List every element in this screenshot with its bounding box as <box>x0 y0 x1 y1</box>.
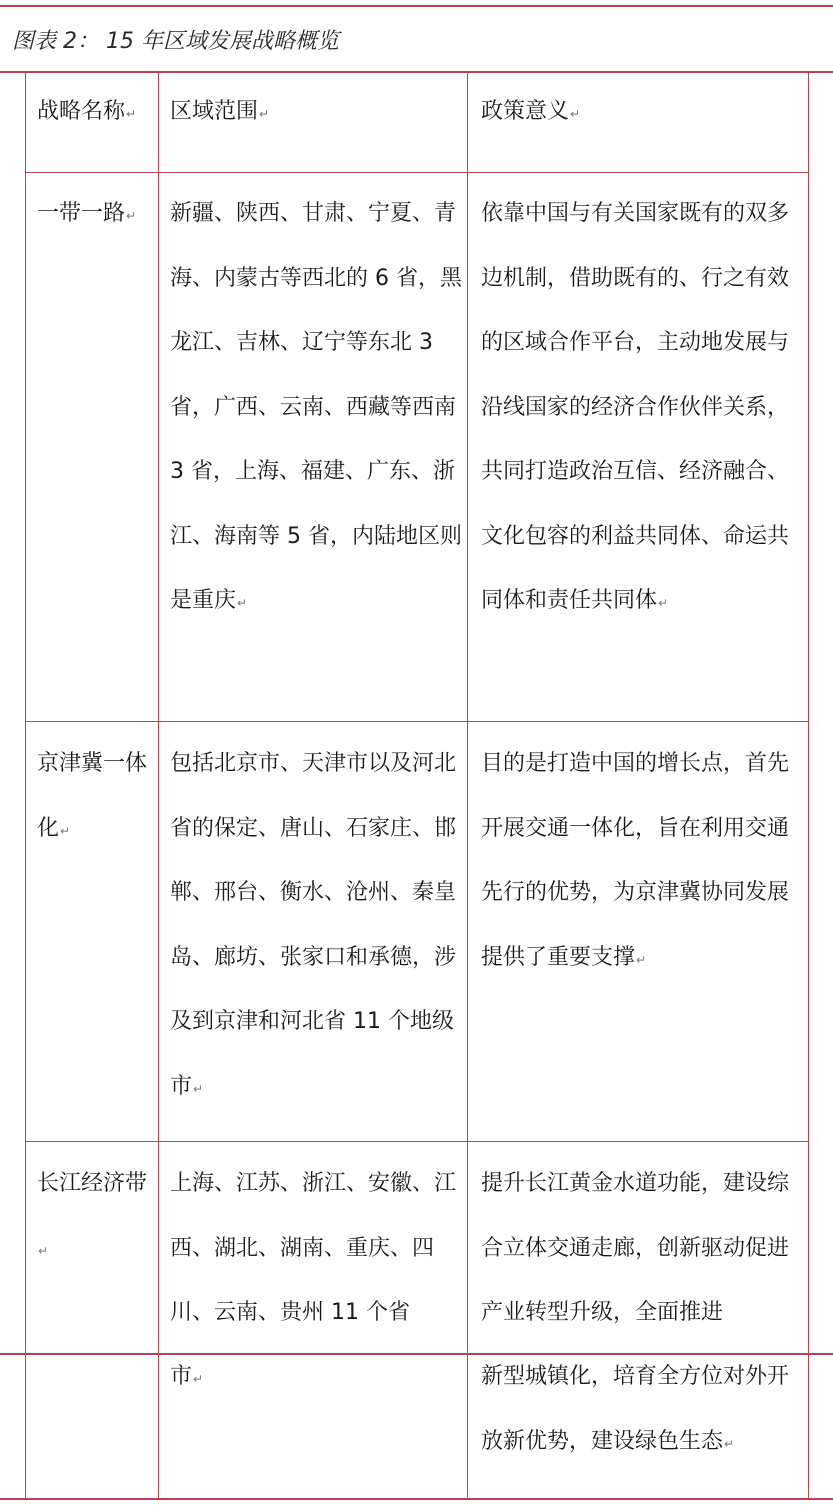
table-right-border <box>808 72 809 1353</box>
table-left-border <box>25 72 26 1353</box>
row1-policy-cell <box>481 182 803 636</box>
bottom-border <box>0 1498 833 1500</box>
row3-strategy-cell <box>37 1152 147 1283</box>
header-region-cell <box>170 80 462 146</box>
header-policy-cell <box>481 80 803 146</box>
row-divider <box>25 1141 809 1142</box>
row-divider <box>25 172 809 173</box>
paragraph-mark: ↵ <box>636 952 647 967</box>
table-left-border-continued <box>25 1355 26 1498</box>
row3-region-cell-continued <box>170 1345 462 1412</box>
row2-region-text: 包括北京市、天津市以及河北省的保定、唐山、石家庄、邯郸、邢台、衡水、沧州、秦皇岛、廊坊、张家口和承德，涉及到京津和河北省 11 个地级市 <box>170 751 457 1099</box>
row3-policy-cell <box>481 1152 803 1346</box>
paragraph-mark: ↵ <box>724 1436 735 1451</box>
row2-policy-cell <box>481 732 803 992</box>
paragraph-mark: ↵ <box>237 596 248 610</box>
row3-region-text-continued: 市 <box>170 1364 193 1389</box>
paragraph-mark: ↵ <box>126 107 137 121</box>
row2-policy-text: 目的是打造中国的增长点，首先开展交通一体化，旨在利用交通先行的优势，为京津冀协同发展提供了重要支撑 <box>481 751 790 970</box>
caption-underline <box>0 71 833 73</box>
column-divider-1-continued <box>158 1355 159 1498</box>
row2-region-cell <box>170 732 462 1121</box>
paragraph-mark: ↵ <box>193 1081 204 1096</box>
row3-region-text: 上海、江苏、浙江、安徽、江西、湖北、湖南、重庆、四川、云南、贵州 11 个省 <box>170 1171 457 1325</box>
row1-region-cell <box>170 182 462 636</box>
paragraph-mark: ↵ <box>38 1243 49 1258</box>
column-divider-2-continued <box>467 1355 468 1498</box>
table-caption: 图表 2： 15 年区域发展战略概览 <box>12 29 339 54</box>
paragraph-mark: ↵ <box>658 596 669 610</box>
paragraph-mark: ↵ <box>570 107 581 121</box>
row2-strategy-text: 京津冀一体化 <box>37 751 148 841</box>
paragraph-mark: ↵ <box>193 1372 204 1386</box>
row3-policy-text: 提升长江黄金水道功能，建设综合立体交通走廊，创新驱动促进产业转型升级，全面推进 <box>481 1171 790 1325</box>
row1-strategy-cell <box>37 182 158 249</box>
top-border <box>0 5 833 7</box>
row3-region-cell <box>170 1152 462 1346</box>
column-divider-1 <box>158 72 159 1353</box>
table-right-border-continued <box>808 1355 809 1498</box>
row-divider <box>25 721 809 722</box>
header-strategy-cell <box>37 80 158 146</box>
paragraph-mark: ↵ <box>259 107 270 121</box>
column-divider-2 <box>467 72 468 1353</box>
row3-policy-cell-continued <box>481 1345 803 1476</box>
row3-policy-text-continued: 新型城镇化，培育全方位对外开放新优势，建设绿色生态 <box>481 1364 790 1454</box>
paragraph-mark: ↵ <box>126 209 137 223</box>
row1-policy-text: 依靠中国与有关国家既有的双多边机制，借助既有的、行之有效的区域合作平台，主动地发展与沿线国家的经济合作伙伴关系，共同打造政治互信、经济融合、文化包容的利益共同体、命运共同体和责任共同体 <box>481 201 790 613</box>
header-region-text: 区域范围 <box>170 99 259 124</box>
header-strategy-text: 战略名称 <box>37 99 126 124</box>
row1-region-text: 新疆、陕西、甘肃、宁夏、青海、内蒙古等西北的 6 省，黑龙江、吉林、辽宁等东北 3 省，广西、云南、西藏等西南 3 省，上海、福建、广东、浙江、海南等 5 省，内陆地区则是重庆 <box>170 201 462 613</box>
header-policy-text: 政策意义 <box>481 99 570 124</box>
row1-strategy-text: 一带一路 <box>37 201 126 226</box>
row3-strategy-text: 长江经济带 <box>37 1171 147 1196</box>
paragraph-mark: ↵ <box>60 823 71 838</box>
row2-strategy-cell <box>37 732 156 863</box>
